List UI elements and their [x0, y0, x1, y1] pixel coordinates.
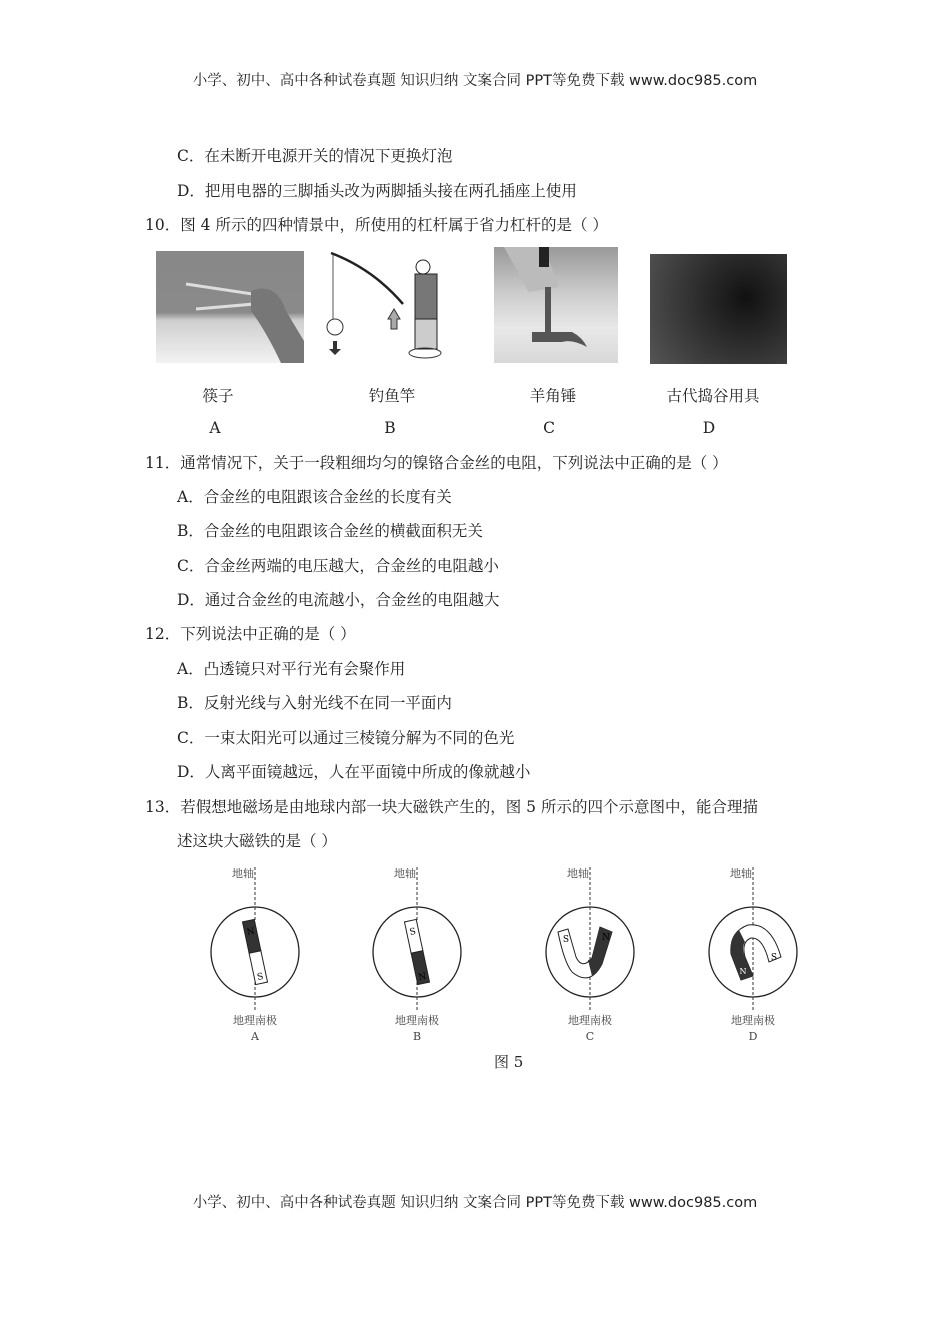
q11-option-b: B．合金丝的电阻跟该合金丝的横截面积无关: [177, 522, 483, 540]
q10-label-b: 钓鱼竿: [368, 387, 416, 405]
figure5-option-d: 地轴 S N 地理南极 D: [693, 862, 813, 1052]
fishing-rod-image: [323, 249, 455, 365]
q10-label-c: 羊角锤: [529, 387, 577, 405]
q12-option-a: A．凸透镜只对平行光有会聚作用: [177, 660, 406, 678]
q10-letter-c: C: [543, 419, 555, 437]
svg-text:N: N: [417, 971, 428, 984]
page-header: 小学、初中、高中各种试卷真题 知识归纳 文案合同 PPT等免费下载 www.doc985.com: [192, 73, 758, 89]
svg-text:S: S: [562, 935, 570, 945]
q11-option-d: D．通过合金丝的电流越小，合金丝的电阻越大: [177, 591, 500, 609]
q9-option-d: D．把用电器的三脚插头改为两脚插头接在两孔插座上使用: [177, 182, 577, 200]
q10-letter-a: A: [209, 419, 221, 437]
q11-option-a: A．合金丝的电阻跟该合金丝的长度有关: [177, 488, 452, 506]
q13-stem-cont: 述这块大磁铁的是（ ）: [177, 832, 337, 850]
page-footer: 小学、初中、高中各种试卷真题 知识归纳 文案合同 PPT等免费下载 www.doc985.com: [192, 1195, 758, 1211]
figure5-caption: 图 5: [494, 1053, 524, 1071]
q12-stem: 12．下列说法中正确的是（ ）: [145, 625, 356, 643]
q12-option-b: B．反射光线与入射光线不在同一平面内: [177, 694, 452, 712]
q11-option-c: C．合金丝两端的电压越大，合金丝的电阻越小: [177, 557, 499, 575]
chopsticks-image: [156, 251, 304, 363]
q10-letter-d: D: [702, 419, 716, 437]
svg-text:N: N: [602, 933, 610, 943]
svg-text:N: N: [245, 926, 256, 939]
svg-text:S: S: [770, 953, 778, 963]
figure5-option-c: 地轴 S N 地理南极 C: [530, 862, 650, 1052]
q11-stem: 11．通常情况下，关于一段粗细均匀的镍铬合金丝的电阻，下列说法中正确的是（ ）: [145, 454, 728, 472]
q10-stem: 10．图 4 所示的四种情景中，所使用的杠杆属于省力杠杆的是（ ）: [145, 216, 608, 234]
q9-option-c: C．在未断开电源开关的情况下更换灯泡: [177, 147, 453, 165]
svg-text:S: S: [408, 926, 417, 938]
svg-text:N: N: [739, 967, 747, 976]
q13-stem: 13．若假想地磁场是由地球内部一块大磁铁产生的，图 5 所示的四个示意图中，能合理描: [145, 798, 758, 816]
q10-label-d: 古代捣谷用具: [666, 387, 760, 405]
q10-label-a: 筷子: [202, 387, 234, 405]
svg-text:S: S: [256, 971, 265, 983]
claw-hammer-image: [494, 247, 618, 363]
q12-option-c: C．一束太阳光可以通过三棱镜分解为不同的色光: [177, 729, 515, 747]
figure5-option-b: 地轴 S N 地理南极 B: [357, 862, 477, 1052]
q10-letter-b: B: [384, 419, 396, 437]
figure5-option-a: 地轴 N S 地理南极 A: [195, 862, 315, 1052]
q12-option-d: D．人离平面镜越远，人在平面镜中所成的像就越小: [177, 763, 531, 781]
grain-pounding-tool-image: [650, 254, 787, 364]
